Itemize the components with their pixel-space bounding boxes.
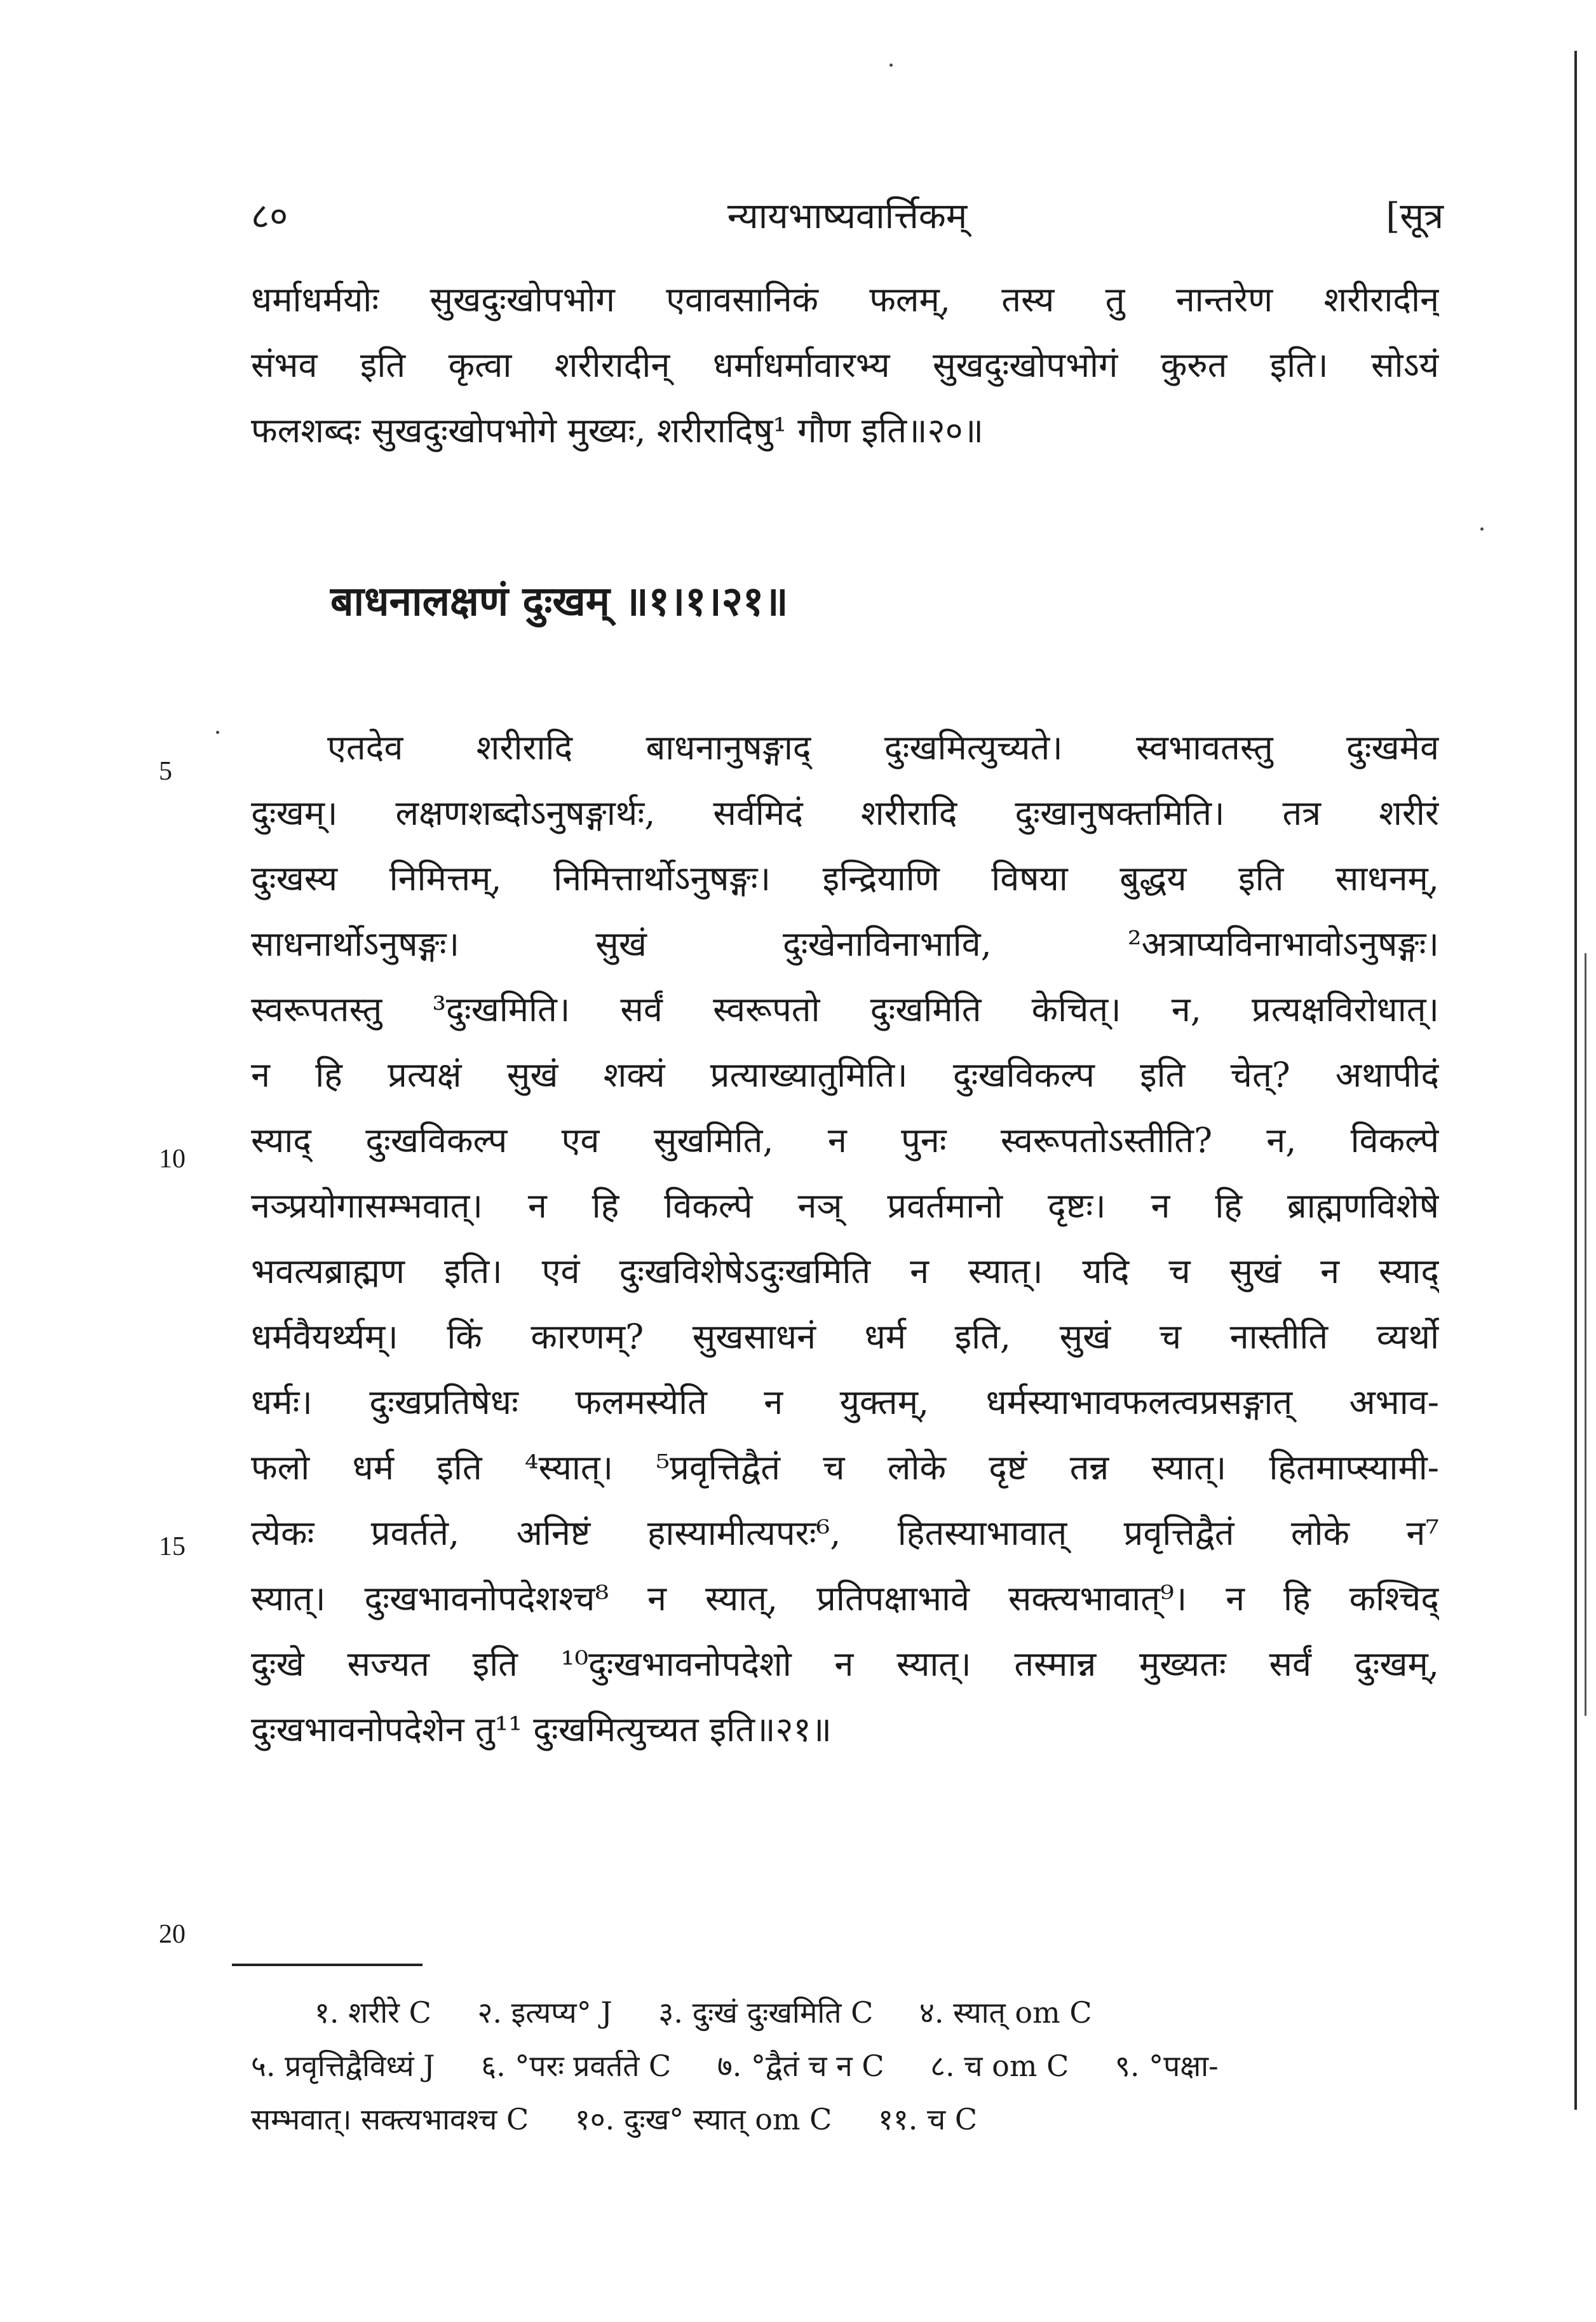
footnote: ६. °परः प्रवर्तते C — [481, 2049, 672, 2083]
section-marker: [सूत्र — [1386, 196, 1444, 237]
text-line: स्वरूपतस्तु ³दुःखमिति। सर्वं स्वरूपतो दुःखमिति केचित्। न, प्रत्यक्षविरोधात्। — [251, 989, 1439, 1029]
commentary-body — [251, 715, 1439, 1762]
text-line: दुःखभावनोपदेशेन तु¹¹ दुःखमित्युच्यत इति॥२१॥ — [251, 1709, 832, 1749]
text-line: भवत्यब्राह्मण इति। एवं दुःखविशेषेऽदुःखमिति न स्यात्। यदि च सुखं न स्याद् — [251, 1251, 1439, 1291]
scan-speck — [216, 731, 219, 734]
page-number: ८० — [251, 196, 288, 237]
text-line: साधनार्थोऽनुषङ्गः। सुखं दुःखेनाविनाभावि, ²अत्राप्यविनाभावोऽनुषङ्गः। — [251, 924, 1439, 964]
commentary-continuation — [251, 267, 1439, 463]
footnote-rule — [232, 1964, 423, 1966]
line-number: 20 — [159, 1920, 186, 1949]
footnote: ५. प्रवृत्तिद्वैविध्यं J — [251, 2049, 435, 2083]
scan-speck — [1480, 527, 1484, 531]
text-line: दुःखम्। लक्षणशब्दोऽनुषङ्गार्थः, सर्वमिदं शरीरादि दुःखानुषक्तमिति। तत्र शरीरं — [251, 793, 1439, 833]
footnote: ३. दुःखं दुःखमिति C — [658, 1995, 874, 2030]
text-line: स्यात्। दुःखभावनोपदेशश्च⁸ न स्यात्, प्रतिपक्षाभावे सक्त्यभावात्⁹। न हि कश्चिद् — [251, 1579, 1439, 1619]
text-line: फलशब्दः सुखदुःखोपभोगे मुख्यः, शरीरादिषु¹ गौण इति॥२०॥ — [251, 411, 984, 451]
text-line: न हि प्रत्यक्षं सुखं शक्यं प्रत्याख्यातुमिति। दुःखविकल्प इति चेत्? अथापीदं — [251, 1055, 1439, 1095]
page-edge-line — [1585, 953, 1586, 1716]
text-line: त्येकः प्रवर्तते, अनिष्टं हास्यामीत्यपरः⁶, हितस्याभावात् प्रवृत्तिद्वैतं लोके न⁷ — [251, 1513, 1439, 1553]
footnote: ११. च C — [877, 2102, 978, 2136]
text-line: फलो धर्म इति ⁴स्यात्। ⁵प्रवृत्तिद्वैतं च लोके दृष्टं तन्न स्यात्। हितमाप्स्यामी- — [251, 1448, 1439, 1488]
footnote: ४. स्यात् om C — [919, 1995, 1092, 2030]
page-edge-line — [1574, 51, 1577, 2110]
text-line: एतदेव शरीरादि बाधनानुषङ्गाद् दुःखमित्युच्यते। स्वभावतस्तु दुःखमेव — [327, 728, 1439, 768]
text-line: धर्मवैयर्थ्यम्। किं कारणम्? सुखसाधनं धर्म इति, सुखं च नास्तीति व्यर्थो — [251, 1317, 1439, 1357]
footnote: ७. °द्वैतं च न C — [717, 2049, 884, 2083]
text-line: नञ्प्रयोगासम्भवात्। न हि विकल्पे नञ् प्रवर्तमानो दृष्टः। न हि ब्राह्मणविशेषे — [251, 1186, 1439, 1226]
footnote-line — [251, 2093, 1439, 2146]
footnote: ८. च om C — [930, 2049, 1069, 2083]
scan-speck — [889, 64, 893, 67]
line-number: 10 — [159, 1144, 186, 1174]
footnote: सम्भवात्। सक्त्यभावश्च C — [251, 2102, 529, 2136]
footnote: ९. °पक्षा- — [1114, 2049, 1219, 2083]
line-number: 5 — [159, 757, 172, 786]
text-line: धर्मः। दुःखप्रतिषेधः फलमस्येति न युक्तम्, धर्मस्याभावफलत्वप्रसङ्गात् अभाव- — [251, 1382, 1439, 1422]
footnote: १. शरीरे C — [314, 1995, 431, 2030]
text-line: दुःखस्य निमित्तम्, निमित्तार्थोऽनुषङ्गः। इन्द्रियाणि विषया बुद्धय इति साधनम्, — [251, 859, 1439, 899]
text-line: धर्माधर्मयोः सुखदुःखोपभोग एवावसानिकं फलम्, तस्य तु नान्तरेण शरीरादीन् — [251, 280, 1439, 320]
text-line: संभव इति कृत्वा शरीरादीन् धर्माधर्मावारभ्य सुखदुःखोपभोगं कुरुत इति। सोऽयं — [251, 345, 1439, 385]
footnotes — [251, 1986, 1439, 2146]
running-title: न्यायभाष्यवार्त्तिकम् — [727, 196, 968, 237]
text-line: स्याद् दुःखविकल्प एव सुखमिति, न पुनः स्वरूपतोऽस्तीति? न, विकल्पे — [251, 1120, 1439, 1160]
footnote: १०. दुःख° स्यात् om C — [574, 2102, 832, 2136]
line-number: 15 — [159, 1532, 186, 1561]
footnote-line — [251, 2039, 1439, 2093]
footnote: २. इत्यप्य° J — [477, 1995, 612, 2030]
running-header — [251, 184, 1444, 241]
sutra-heading: बाधनालक्षणं दुःखम् ॥१।१।२१॥ — [330, 578, 788, 625]
text-line: दुःखे सज्यत इति ¹⁰दुःखभावनोपदेशो न स्यात्। तस्मान्न मुख्यतः सर्वं दुःखम्, — [251, 1644, 1439, 1684]
footnote-line — [251, 1986, 1439, 2039]
